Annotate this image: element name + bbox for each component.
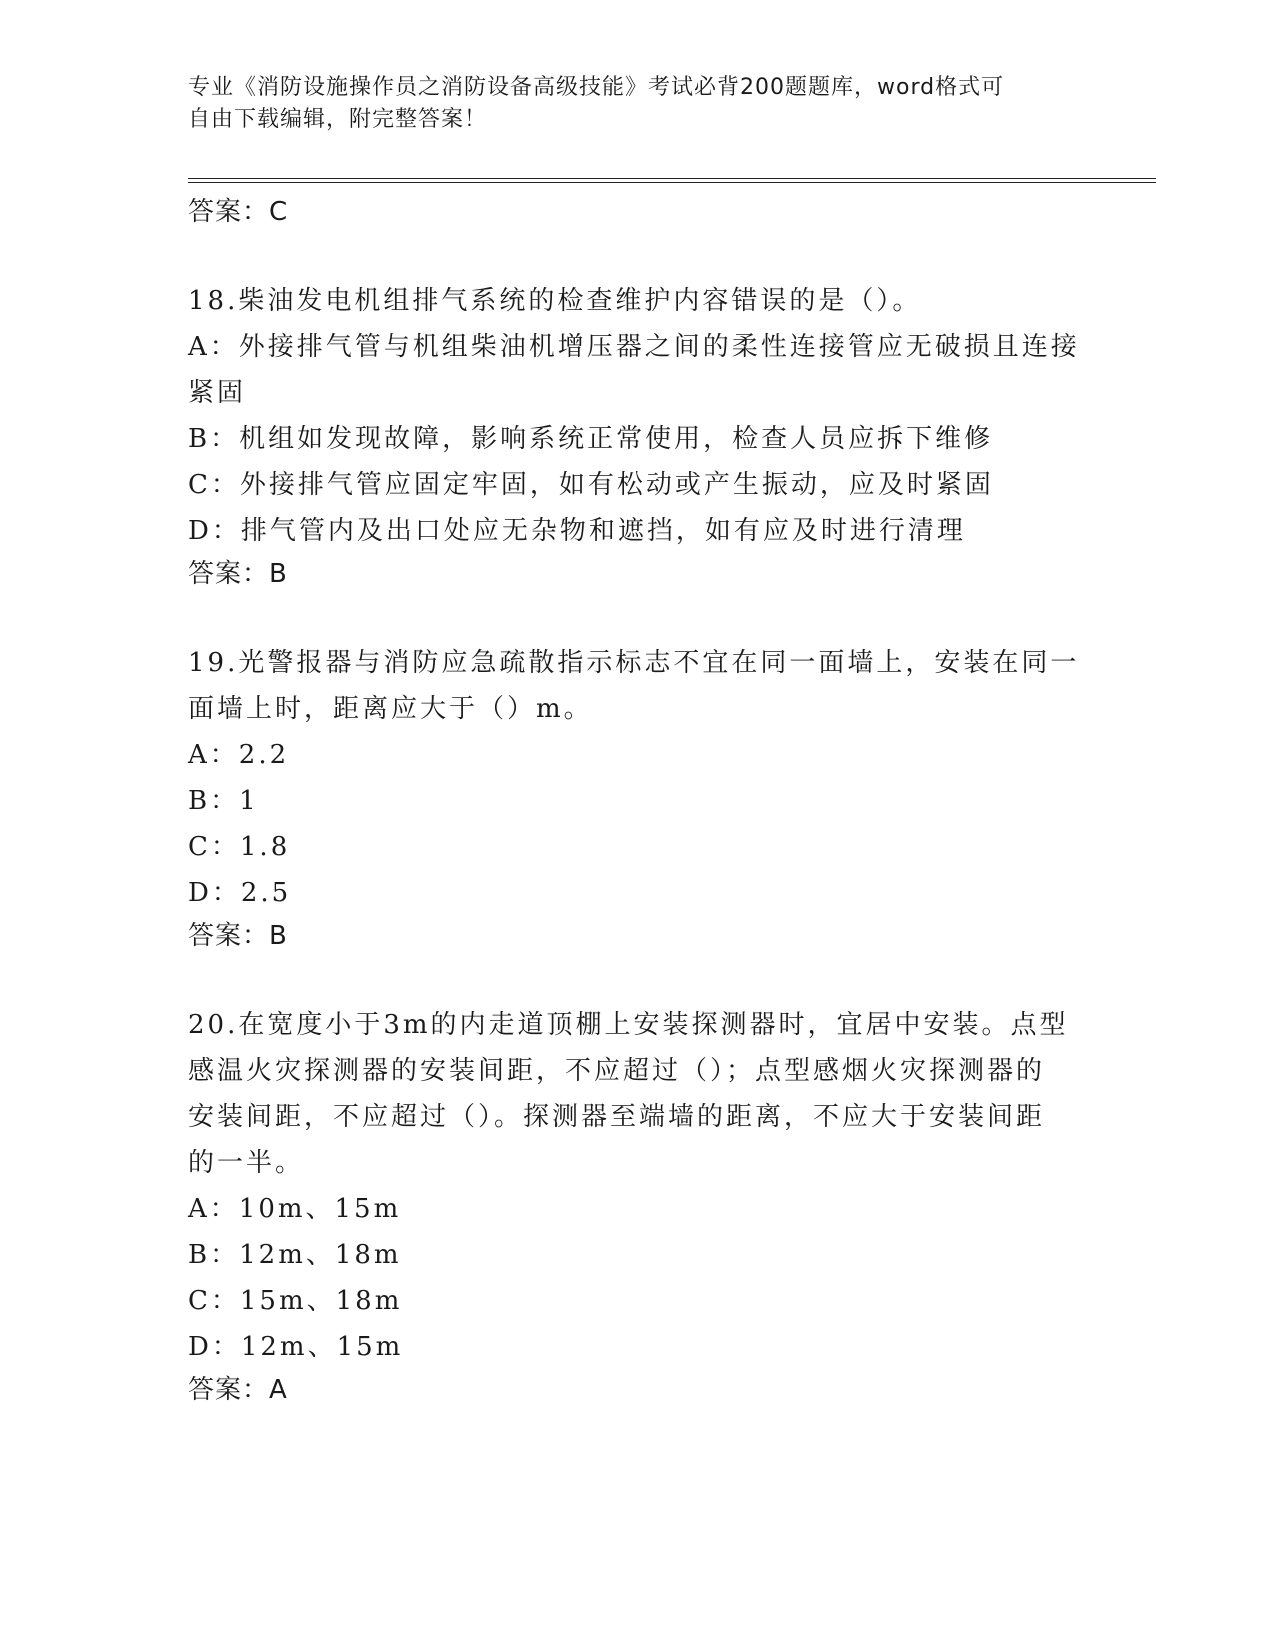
question-19 (188, 640, 1088, 956)
header-line-2: 自由下载编辑，附完整答案！ (188, 107, 488, 132)
question-text-line: 面墙上时，距离应大于（）m。 (188, 694, 593, 724)
option-b: B：机组如发现故障，影响系统正常使用，检查人员应拆下维修 (188, 424, 994, 454)
option-d: D：排气管内及出口处应无杂物和遮挡，如有应及时进行清理 (188, 516, 966, 546)
option-d: D：12m、15m (188, 1332, 404, 1362)
option-text-line: A：外接排气管与机组柴油机增压器之间的柔性连接管应无破损且连接 (188, 332, 1080, 362)
question-text-line: 18.柴油发电机组排气系统的检查维护内容错误的是（）。 (188, 286, 922, 316)
answer: 答案：B (188, 559, 288, 589)
question-text-line: 安装间距，不应超过（）。探测器至端墙的距离，不应大于安装间距 (188, 1102, 1046, 1132)
option-b: B：12m、18m (188, 1240, 402, 1270)
option-text-line: 紧固 (188, 378, 247, 408)
question-text-line: 的一半。 (188, 1148, 305, 1178)
previous-answer: 答案：C (188, 197, 289, 227)
option-a: A：2.2 (188, 740, 290, 770)
option-a (188, 324, 1088, 416)
question-text-line: 20.在宽度小于3m的内走道顶棚上安装探测器时，宜居中安装。点型 (188, 1010, 1069, 1040)
answer: 答案：B (188, 921, 288, 951)
answer: 答案：A (188, 1375, 288, 1405)
option-c: C：15m、18m (188, 1286, 403, 1316)
header-divider-bottom (188, 182, 1156, 183)
question-text-line: 19.光警报器与消防应急疏散指示标志不宜在同一面墙上，安装在同一 (188, 648, 1080, 678)
option-c: C：外接排气管应固定牢固，如有松动或产生振动，应及时紧固 (188, 470, 994, 500)
document-header (188, 72, 1088, 136)
option-c: C：1.8 (188, 832, 291, 862)
question-text-line: 感温火灾探测器的安装间距，不应超过（）；点型感烟火灾探测器的 (188, 1056, 1046, 1086)
option-a: A：10m、15m (188, 1194, 402, 1224)
option-b: B：1 (188, 786, 259, 816)
header-divider-top (188, 178, 1156, 179)
document-body (188, 192, 1088, 1410)
header-line-1: 专业《消防设施操作员之消防设备高级技能》考试必背200题题库，word格式可 (188, 75, 1005, 100)
question-20 (188, 1002, 1088, 1410)
option-d: D：2.5 (188, 878, 292, 908)
question-18 (188, 278, 1088, 594)
